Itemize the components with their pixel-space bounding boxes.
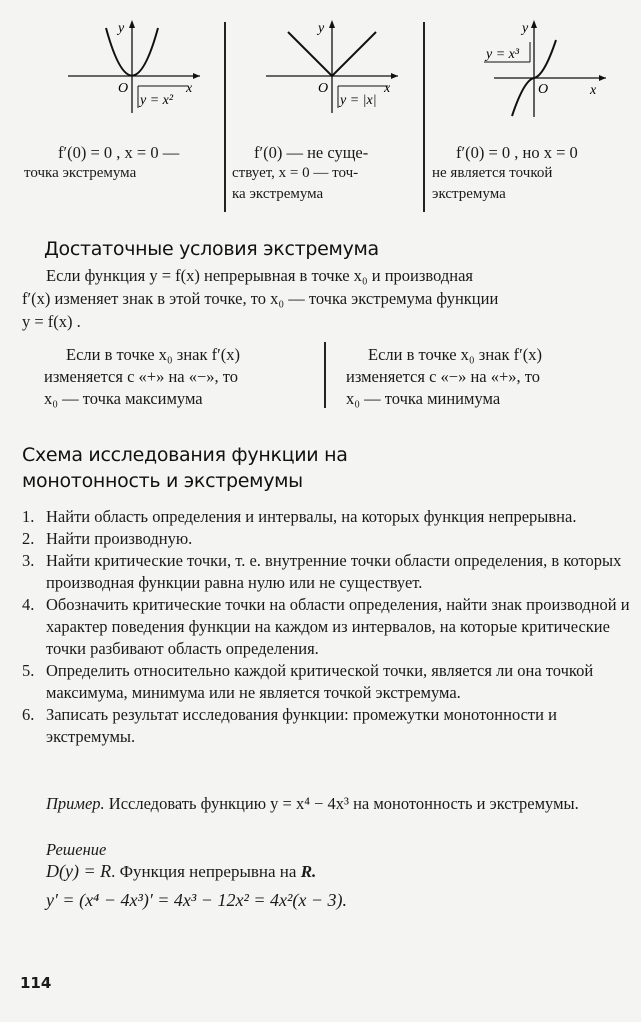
example-paragraph [22,792,630,815]
function-label: y = x² [140,93,174,108]
list-item [22,594,630,660]
condition-line: x₀ — точка минимума [346,389,501,408]
heading-line: Схема исследования функции на [22,444,348,466]
domain-math: D(y) = R [46,861,112,881]
paragraph-line: Если функция y = f(x) непрерывная в точке x₀ и производная [46,266,473,285]
list-item [22,506,630,528]
example-text: Исследовать функцию y = x⁴ − 4x³ на монотонность и экстремумы. [104,794,579,813]
condition-line: изменяется с «−» на «+», то [346,367,541,386]
caption-line: f′(0) = 0 , но x = 0 [456,143,578,162]
divider-line [324,342,326,408]
caption-cubic [432,142,632,205]
caption-line: f′(0) — не суще- [254,143,369,162]
caption-line: точка экстремума [24,165,137,181]
origin-label: O [118,81,129,96]
domain-line [46,860,316,883]
step-text: Обозначить критические точки на области определения, найти знак производной и характер поведения функции на каждом из интервалов, на которые критические точки разбивают область определения. [46,595,630,658]
caption-absolute-value [232,142,422,205]
domain-set: R. [300,862,317,881]
x-axis-label: x [384,81,391,96]
heading-line: монотонность и экстремумы [22,470,303,492]
derivative-formula: y′ = (x⁴ − 4x³)′ = 4x³ − 12x² = 4x²(x − 3). [46,890,347,910]
graph-parabola [68,18,208,114]
step-text: Найти область определения и интервалы, на которых функция непрерывна. [46,507,577,526]
condition-line: x₀ — точка максимума [44,389,203,408]
step-text: Найти критические точки, т. е. внутренние точки области определения, в которых производная функции равна нулю или не существует. [46,551,622,592]
condition-line: Если в точке x₀ знак f′(x) [368,345,542,364]
list-item [22,704,630,748]
domain-text: . Функция непрерывна на [111,862,301,881]
caption-line: не является точкой [432,165,553,181]
list-item [22,660,630,704]
step-text: Записать результат исследования функции: промежутки монотонности и экстремумы. [46,705,557,746]
caption-line: ствует, x = 0 — точ- [232,165,359,181]
example-label: Пример. [46,794,105,813]
section-heading-investigation-scheme [22,442,348,494]
step-number: 3. [22,551,35,570]
y-axis-label: y [318,21,325,36]
paragraph-line: f′(x) изменяет знак в этой точке, то x₀ — точка экстремума функции [22,289,499,308]
divider-line [423,22,425,212]
step-text: Найти производную. [46,529,193,548]
divider-line [224,22,226,212]
steps-list [22,506,630,748]
caption-parabola [24,142,214,184]
function-label: y = |x| [340,93,377,108]
list-item [22,550,630,594]
caption-line: экстремума [432,186,506,202]
condition-minimum [346,344,616,410]
section-heading-sufficient-conditions: Достаточные условия экстремума [44,238,379,260]
caption-line: f′(0) = 0 , x = 0 — [58,143,180,162]
condition-line: Если в точке x₀ знак f′(x) [66,345,240,364]
graph-cubic [474,18,614,118]
step-number: 5. [22,661,35,680]
condition-line: изменяется с «+» на «−», то [44,367,239,386]
step-number: 4. [22,595,35,614]
step-text: Определить относительно каждой критической точки, является ли она точкой максимума, минимума или не является точкой экстремума. [46,661,594,702]
x-axis-label: x [186,81,193,96]
solution-label: Решение [46,840,107,859]
condition-maximum [44,344,314,410]
list-item [22,528,630,550]
page-number: 114 [20,974,52,992]
caption-line: ка экстремума [232,186,324,202]
graph-absolute-value [266,18,406,114]
y-axis-label: y [118,21,125,36]
step-number: 2. [22,529,35,548]
origin-label: O [318,81,329,96]
origin-label: O [538,82,549,97]
step-number: 6. [22,705,35,724]
x-axis-label: x [590,83,597,98]
paragraph-line: y = f(x) . [22,312,81,331]
y-axis-label: y [522,21,529,36]
step-number: 1. [22,507,35,526]
paragraph-sufficient-conditions [22,264,630,333]
function-label: y = x³ [486,47,520,62]
